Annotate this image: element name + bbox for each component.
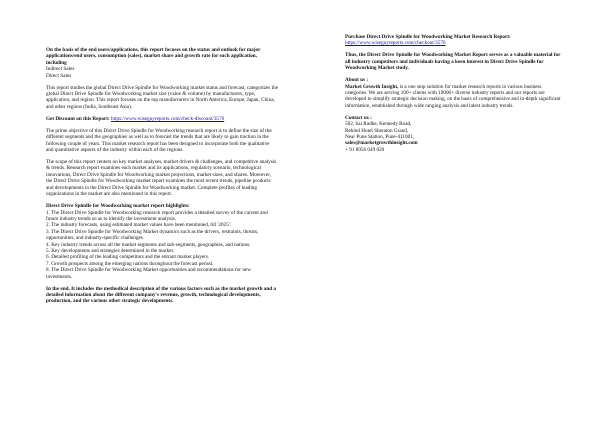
conclusion-paragraph: In the end, It includes the methodical description of the various factors such as the market growth and a detailed information about the different company's revenue, growth, technological developments, production, and the various other strategic developments. bbox=[46, 285, 277, 305]
highlight-item: 8. The Direct Drive Spindle for Woodworking Market opportunities and recommendations for new investments. bbox=[46, 267, 251, 280]
thus-paragraph: Thus, the Direct Drive Spindle for Woodworking Market Report serves as a valuable material for all industry competitors and individuals having a keen interest in Direct Drive Spindle for Woodworking Market study. bbox=[345, 52, 561, 72]
highlights-heading: Direct Drive Spindle for Woodworking market report highlights: bbox=[46, 203, 190, 210]
highlight-item: 7. Growth prospects among the emerging nations throughout the forecast period. bbox=[46, 260, 214, 267]
contact-address-line: 502, Sai Radhe, Kennedy Road, bbox=[345, 121, 412, 128]
about-paragraph bbox=[345, 84, 565, 110]
contact-block bbox=[345, 121, 565, 153]
highlight-item: 2. The industry forecasts, using estimated market values have been mentioned, till '2025'. bbox=[46, 222, 232, 229]
discount-label: Get Discount on this Report: bbox=[46, 115, 110, 122]
contact-heading: Contact us : bbox=[345, 114, 372, 121]
application-item: Direct Sales bbox=[46, 72, 72, 79]
discount-link[interactable]: https://www.wiseguyreports.com/check-discount/3576 bbox=[111, 115, 225, 122]
contact-phone: + 91 8956 049 020 bbox=[345, 146, 385, 153]
about-heading: About us : bbox=[345, 77, 369, 84]
applications-list bbox=[46, 66, 278, 79]
highlight-item: 3. The Direct Drive Spindle for Woodworking Market dynamics such as the drivers, restraints, threats, opportunities, and industry-specific challenges bbox=[46, 228, 259, 242]
about-text: is a one stop solution for market research reports in various business categories. We are serving 100+ clients with 10000+ diverse industry reports and our reports are developed to simplify strategic decision making, on the basis of comprehensive and in-depth significant information, established through wide ranging analysis and latest industry trends. bbox=[345, 83, 561, 109]
highlight-item: 4. Key industry trends across all the market segments and sub-segments, geographies, and nations. bbox=[46, 241, 251, 248]
study-paragraph: This report studies the global Direct Drive Spindle for Woodworking market status and forecast, categorizes the global Direct Drive Spindle for Woodworking market size (value & volume) by manufacturers, type, application, and region. This report focuses on the top manufacturers in North America, Europe, Japan, China, and other regions (India, Southeast Asia). bbox=[46, 84, 278, 110]
application-item: Indirect Sales bbox=[46, 66, 75, 73]
scope-paragraph: The scope of this report centers on key market analyses, market drivers & challenges, and competitive analysis & trends. Research report examines each market and its applications, regulatory scenario, technological innovations, Direct Drive Spindle for Woodworking market projections, market sizes, and shares. Moreover, the Direct Drive Spindle for Woodworking market report examines the most recent trends, pipeline products and developments in the Direct Drive Spindle for Woodworking market. Complete profiles of leading organizations in the market are also mentioned in this report. bbox=[46, 159, 277, 198]
objective-paragraph: The prime objective of this Direct Drive Spindle for Woodworking research report is to define the size of the different segments and the geographies as well as to forecast the trends that are likely to gain traction in the following couple of years. This market research report has been designed to incorporate both the qualitative and quantitative aspects of the industry within each of the regions. bbox=[46, 127, 272, 154]
purchase-line bbox=[345, 34, 565, 47]
discount-line bbox=[46, 116, 278, 122]
highlight-item: 6. Detailed profiling of the leading competitors and the entrant market players. bbox=[46, 254, 210, 261]
contact-address-line: Behind Hotel Sheraton Grand, bbox=[345, 127, 409, 134]
highlights-list bbox=[46, 210, 278, 280]
right-column bbox=[345, 0, 565, 153]
contact-email[interactable]: sales@marketgrowthinsight.com bbox=[345, 140, 418, 147]
purchase-label: Purchase Direct Drive Spindle for Woodworking Market Research Report: bbox=[345, 34, 511, 40]
contact-address-line: Near Pune Station, Pune-411001, bbox=[345, 134, 415, 141]
about-company: Market Growth Insight, bbox=[345, 83, 399, 90]
highlight-item: 5. Key developments and strategies determined in the market. bbox=[46, 247, 175, 254]
applications-heading: On the basis of the end users/applications, this report focuses on the status and outlook for major applications/end users, consumption (sales), market share and growth rate for each application, including bbox=[46, 47, 261, 66]
left-column bbox=[46, 0, 278, 310]
purchase-link[interactable]: https://www.wiseguyreports.com/checkout/3576 bbox=[345, 40, 446, 47]
highlight-item: 1. The Direct Drive Spindle for Woodworking research report provides a detailed survey of the current and future industry trends so as to identify the investment analysis. bbox=[46, 209, 268, 222]
